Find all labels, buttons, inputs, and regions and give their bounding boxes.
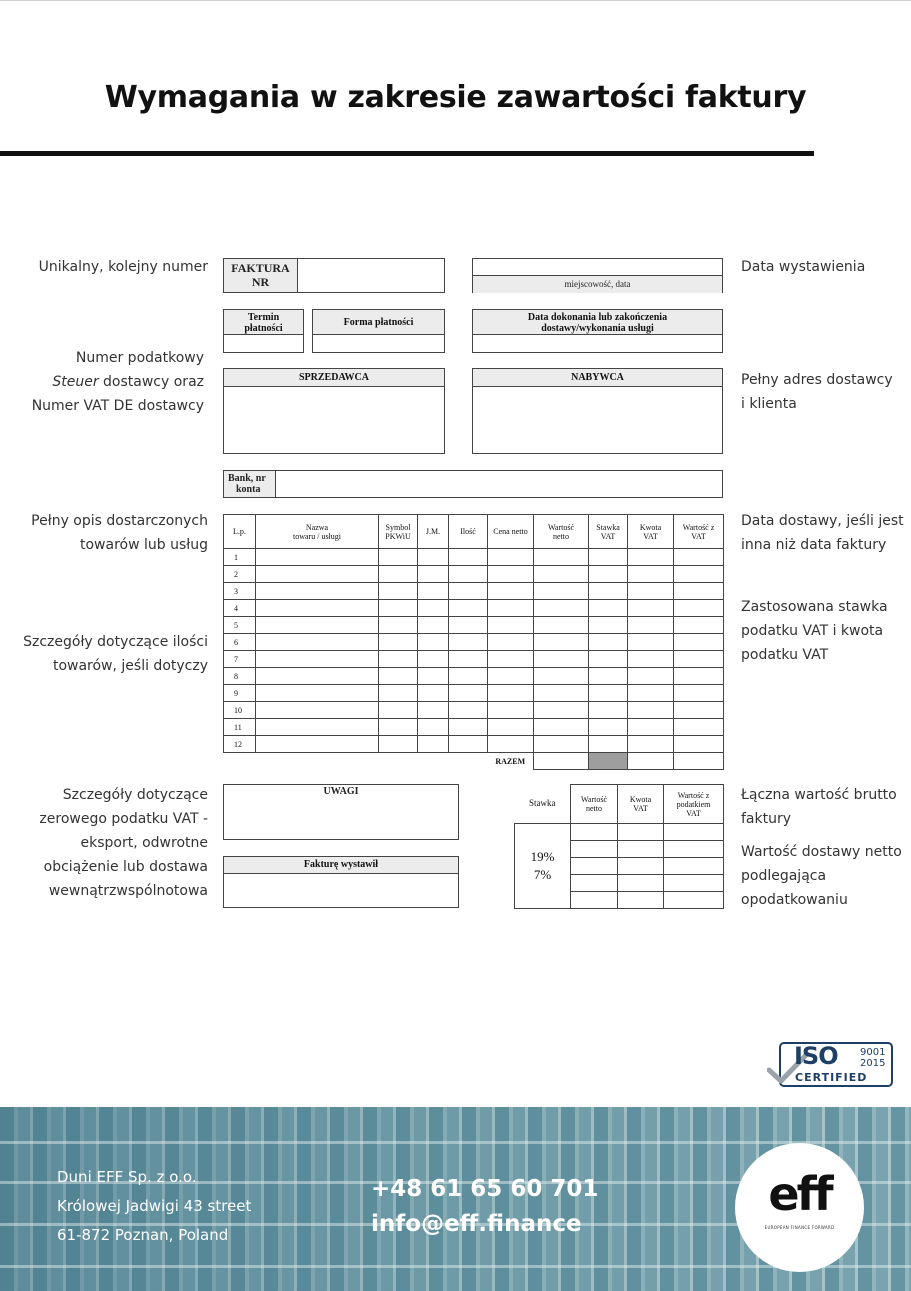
- table-row: 8: [224, 668, 724, 685]
- payment-term-box: [223, 309, 304, 353]
- place-date-label: miejscowość, data: [473, 275, 722, 293]
- ann-delivery-date: Data dostawy, jeśli jest inna niż data faktury: [741, 513, 904, 553]
- col-net-value: Wartość netto: [534, 515, 589, 549]
- footer-email[interactable]: info@eff.finance: [371, 1211, 582, 1237]
- table-row: 5: [224, 617, 724, 634]
- col-gross-value: Wartość z VAT: [674, 515, 724, 549]
- table-row: 12: [224, 736, 724, 753]
- col-lp: L.p.: [224, 515, 256, 549]
- invoice-number-label: FAKTURA NR: [224, 259, 298, 292]
- table-row: 6: [224, 634, 724, 651]
- payment-term-label: Termin płatności: [224, 310, 303, 335]
- delivery-date-label: Data dokonania lub zakończenia dostawy/wykonania usługi: [473, 310, 722, 335]
- eff-logo-tagline: EUROPEAN FINANCE FORWARD: [764, 1225, 835, 1230]
- iso-text: ISO: [794, 1042, 838, 1070]
- ann-full-address: Pełny adres dostawcy i klienta: [741, 372, 893, 412]
- footer: [0, 1107, 911, 1291]
- payment-form-label: Forma płatności: [313, 310, 444, 335]
- items-header-row: [224, 515, 724, 549]
- ann-tax-number: Numer podatkowy Steuer dostawcy oraz Numer VAT DE dostawcy: [31, 350, 204, 414]
- col-vat-amount: Kwota VAT: [628, 515, 674, 549]
- seller-label: SPRZEDAWCA: [224, 369, 444, 387]
- vat-col-amount: Kwota VAT: [618, 785, 664, 824]
- ann-net-value: Wartość dostawy netto podlegająca opodatkowaniu: [741, 844, 902, 908]
- eff-logo: [735, 1143, 864, 1272]
- iso-numbers: 9001 2015: [860, 1047, 886, 1069]
- iso-badge: [767, 1040, 895, 1090]
- vat-rate-19: 19%: [530, 849, 555, 864]
- table-row: 11: [224, 719, 724, 736]
- col-unit: J.M.: [418, 515, 449, 549]
- vat-col-gross: Wartość z podatkiem VAT: [664, 785, 724, 824]
- col-vat-rate: Stawka VAT: [589, 515, 628, 549]
- vat-header-row: [515, 785, 724, 824]
- delivery-date-box: [472, 309, 723, 353]
- col-quantity: Ilość: [449, 515, 488, 549]
- table-row: 3: [224, 583, 724, 600]
- table-row: 2: [224, 566, 724, 583]
- iso-certified: CERTIFIED: [795, 1071, 868, 1084]
- remarks-box: [223, 784, 459, 840]
- vat-row: [515, 824, 724, 841]
- vat-col-rate: Stawka: [515, 785, 571, 824]
- title-rule: [0, 151, 814, 156]
- buyer-label: NABYWCA: [473, 369, 722, 387]
- payment-form-box: [312, 309, 445, 353]
- ann-quantity-details: Szczegóły dotyczące ilości towarów, jeśli dotyczy: [23, 634, 208, 674]
- remarks-label: UWAGI: [323, 786, 359, 797]
- issued-by-box: [223, 856, 459, 908]
- ann-vat-rate: Zastosowana stawka podatku VAT i kwota podatku VAT: [741, 599, 888, 663]
- table-row: 10: [224, 702, 724, 719]
- table-row: 4: [224, 600, 724, 617]
- footer-phone[interactable]: +48 61 65 60 701: [371, 1176, 599, 1202]
- col-net-price: Cena netto: [488, 515, 534, 549]
- invoice-number-box: [223, 258, 445, 293]
- ann-issue-date: Data wystawienia: [741, 259, 866, 275]
- vat-col-net: Wartość netto: [571, 785, 618, 824]
- vat-summary-table: [514, 784, 724, 909]
- totals-label: RAZEM: [495, 756, 526, 766]
- ann-zero-vat: Szczegóły dotyczące zerowego podatku VAT - eksport, odwrotne obciążenie lub dostawa wewnątrzwspólnotowa: [39, 787, 208, 899]
- page-title: Wymagania w zakresie zawartości faktury: [104, 80, 807, 115]
- table-row: 7: [224, 651, 724, 668]
- bank-account-box: [223, 470, 723, 498]
- vat-rates-cell: [515, 824, 571, 909]
- seller-box: [223, 368, 445, 454]
- table-row: 9: [224, 685, 724, 702]
- vat-rate-7: 7%: [533, 867, 552, 882]
- ann-unique-number: Unikalny, kolejny numer: [38, 259, 208, 275]
- issued-by-label: Fakturę wystawił: [224, 857, 458, 874]
- ann-goods-description: Pełny opis dostarczonych towarów lub usług: [31, 513, 208, 553]
- footer-address: Duni EFF Sp. z o.o. Królowej Jadwigi 43 street 61-872 Poznan, Poland: [57, 1168, 252, 1244]
- footer-contact: [371, 1172, 598, 1242]
- bank-account-label: Bank, nr konta: [224, 471, 276, 497]
- totals-row: [224, 753, 724, 770]
- top-border: [0, 0, 911, 1]
- ann-gross-total: Łączna wartość brutto faktury: [741, 787, 897, 827]
- place-date-box: [472, 258, 723, 293]
- buyer-box: [472, 368, 723, 454]
- col-name: Nazwa towaru / usługi: [256, 515, 379, 549]
- col-pkwiu: Symbol PKWiU: [379, 515, 418, 549]
- eff-logo-text: eff: [768, 1167, 831, 1221]
- table-row: 1: [224, 549, 724, 566]
- items-table: [223, 514, 724, 770]
